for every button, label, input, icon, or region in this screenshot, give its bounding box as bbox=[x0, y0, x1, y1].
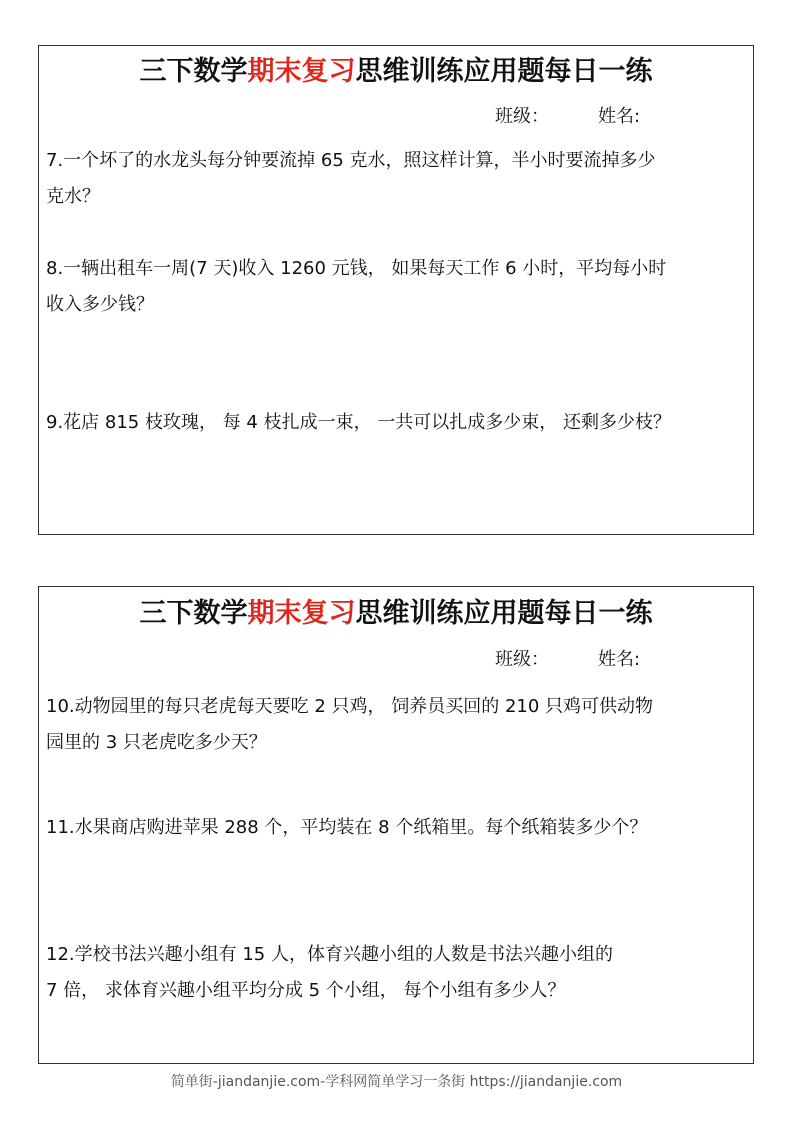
question-10 bbox=[46, 689, 751, 761]
worksheet-title bbox=[39, 591, 753, 630]
title-prefix: 三下数学 bbox=[139, 598, 248, 629]
worksheet-card-1 bbox=[38, 45, 754, 535]
question-line: 园里的 3 只老虎吃多少天？ bbox=[46, 732, 267, 753]
worksheet-title bbox=[39, 49, 753, 88]
worksheet-card-2 bbox=[38, 586, 754, 1064]
class-label: 班级： bbox=[495, 106, 549, 127]
question-line: 7 倍， 求体育兴趣小组平均分成 5 个小组， 每个小组有多少人？ bbox=[46, 980, 566, 1001]
question-line: 收入多少钱？ bbox=[46, 294, 154, 315]
question-9 bbox=[46, 405, 751, 441]
question-line: 克水？ bbox=[46, 186, 100, 207]
page-footer: 简单街-jiandanjie.com-学科网简单学习一条街 https://jiandanjie.com bbox=[170, 1074, 623, 1090]
question-line: 9.花店 815 枝玫瑰， 每 4 枝扎成一束， 一共可以扎成多少束， 还剩多少枝？ bbox=[46, 412, 672, 433]
title-highlight: 期末复习 bbox=[247, 56, 356, 87]
question-line: 12.学校书法兴趣小组有 15 人，体育兴趣小组的人数是书法兴趣小组的 bbox=[46, 944, 613, 965]
question-11 bbox=[46, 810, 751, 846]
class-label: 班级： bbox=[495, 649, 549, 670]
question-7 bbox=[46, 143, 751, 215]
title-suffix: 思维训练应用题每日一练 bbox=[355, 56, 653, 87]
question-line: 7.一个坏了的水龙头每分钟要流掉 65 克水，照这样计算，半小时要流掉多少 bbox=[46, 150, 656, 171]
question-8 bbox=[46, 251, 751, 323]
title-suffix: 思维训练应用题每日一练 bbox=[355, 598, 653, 629]
question-line: 8.一辆出租车一周(7 天)收入 1260 元钱， 如果每天工作 6 小时，平均每小时 bbox=[46, 258, 667, 279]
question-line: 11.水果商店购进苹果 288 个，平均装在 8 个纸箱里。每个纸箱装多少个？ bbox=[46, 817, 648, 838]
question-12 bbox=[46, 937, 751, 1009]
name-label: 姓名: bbox=[598, 649, 641, 670]
title-prefix: 三下数学 bbox=[139, 56, 248, 87]
name-label: 姓名: bbox=[598, 106, 641, 127]
title-highlight: 期末复习 bbox=[247, 598, 356, 629]
question-line: 10.动物园里的每只老虎每天要吃 2 只鸡， 饲养员买回的 210 只鸡可供动物 bbox=[46, 696, 654, 717]
